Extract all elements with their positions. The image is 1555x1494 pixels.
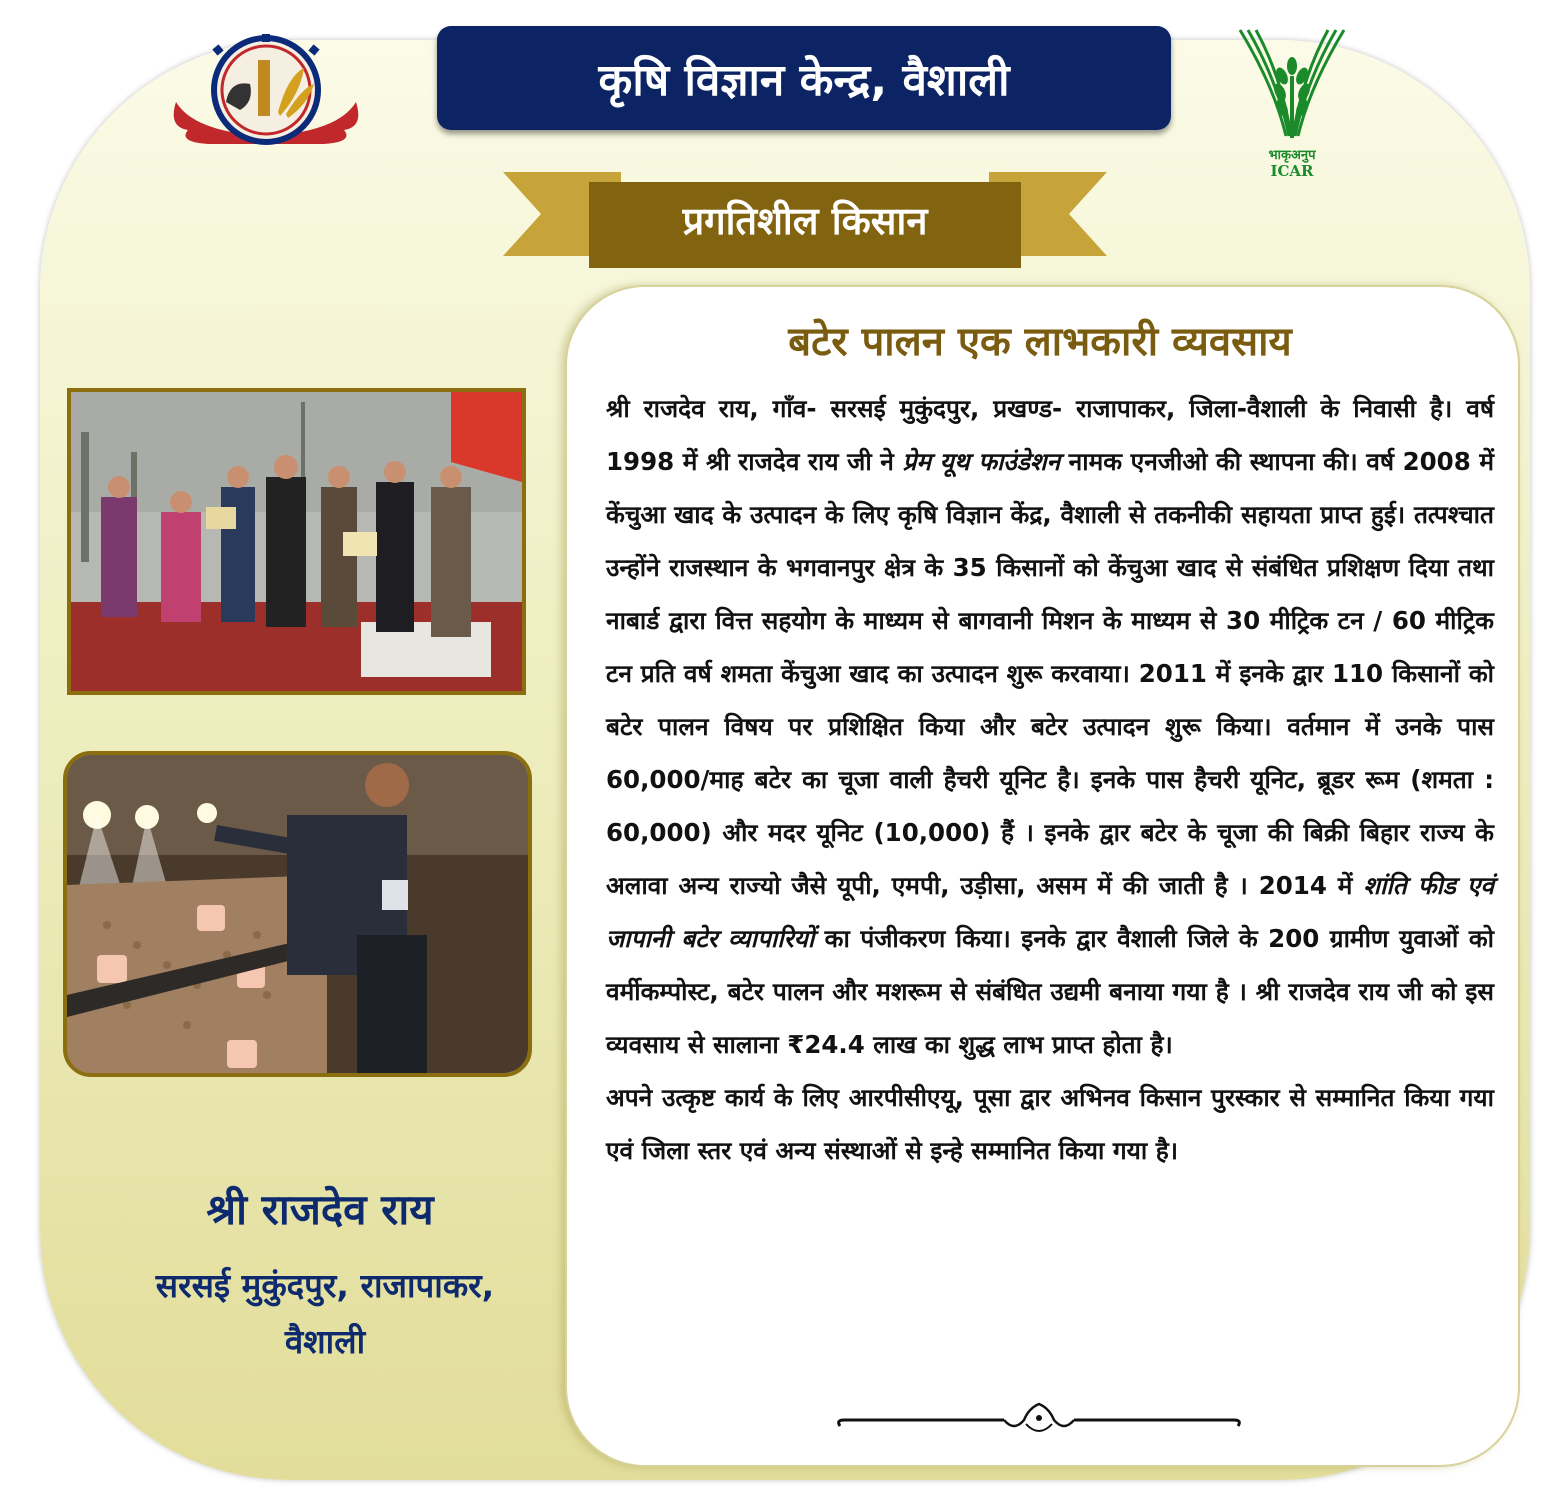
p1-part-a: श्री राजदेव राय, गाँव- सरसई मुकुंदपुर, प्रखण्ड- राजापाकर, जिला-वैशाली के निवासी है। वर्ष 1998 में श्री राजदेव राय जी ने bbox=[606, 394, 1494, 476]
article-paragraph-2: अपने उत्कृष्ट कार्य के लिए आरपीसीएयू, पूसा द्वार अभिनव किसान पुरस्कार से सम्मानित किया गया एवं जिला स्तर एवं अन्य संस्थाओं से इन्हे सम्मानित किया गया है। bbox=[606, 1083, 1494, 1165]
title-banner bbox=[437, 26, 1171, 130]
article-body bbox=[606, 382, 1494, 1177]
icar-hindi-caption: भाकृअनुप bbox=[1268, 148, 1316, 163]
quail-farm-photo-icon bbox=[63, 751, 532, 1077]
article-heading: बटेर पालन एक लाभकारी व्यवसाय bbox=[788, 319, 1292, 365]
ribbon-label: प्रगतिशील किसान bbox=[682, 199, 928, 243]
p1-emphasis-1: प्रेम यूथ फाउंडेशन bbox=[902, 447, 1061, 476]
ribbon-banner bbox=[503, 172, 1107, 268]
p1-part-c: का पंजीकरण किया। इनके द्वार वैशाली जिले के 200 ग्रामीण युवाओं को वर्मीकम्पोस्ट, बटेर पालन और मशरूम से संबंधित उद्यमी बनाया गया है । श्री राजदेव राय जी को इस व्यवसाय से सालाना ₹24.4 लाख का शुद्ध लाभ प्राप्त होता है। bbox=[606, 924, 1494, 1059]
p1-emphasis-2: शांति फीड एवं जापानी बटेर व्यापारियों bbox=[606, 871, 1494, 953]
p1-part-b: नामक एनजीओ की स्थापना की। वर्ष 2008 में केंचुआ खाद के उत्पादन के लिए कृषि विज्ञान केंद्र, वैशाली से तकनीकी सहायता प्राप्त हुई। तत्पश्चात उन्होंने राजस्थान के भगवानपुर क्षेत्र के 35 किसानों को केंचुआ खाद से संबंधित प्रशिक्षण दिया तथा नाबार्ड द्वारा वित्त सहयोग के माध्यम से बागवानी मिशन के माध्यम से 30 मीट्रिक टन / 60 मीट्रिक टन प्रति वर्ष शमता केंचुआ खाद का उत्पादन शुरू करवाया। 2011 में इनके द्वार 110 किसानों को बटेर पालन विषय पर प्रशिक्षित किया और बटेर उत्पादन शुरू किया। वर्तमान में उनके पास 60,000/माह बटेर का चूजा वाली हैचरी यूनिट है। इनके पास हैचरी यूनिट, ब्रूडर रूम (शमता : 60,000) और मदर यूनिट (10,000) हैं । इनके द्वार बटेर के चूजा की बिक्री बिहार राज्य के अलावा अन्य राज्यो जैसे यूपी, एमपी, उड़ीसा, असम में की जाती है । 2014 में bbox=[606, 447, 1494, 900]
icar-logo-icon bbox=[1234, 26, 1350, 180]
ornament-divider-icon bbox=[834, 1402, 1244, 1442]
university-emblem-icon bbox=[168, 32, 364, 152]
farmer-name: श्री राजदेव राय bbox=[206, 1185, 434, 1234]
farmer-place-line2: वैशाली bbox=[284, 1322, 366, 1361]
page-title: कृषि विज्ञान केन्द्र, वैशाली bbox=[598, 55, 1010, 106]
award-ceremony-photo-icon bbox=[67, 388, 526, 695]
article-paragraph-1 bbox=[606, 382, 1494, 1071]
icar-english-caption: ICAR bbox=[1270, 162, 1314, 180]
farmer-place bbox=[70, 1258, 580, 1370]
farmer-place-line1: सरसई मुकुंदपुर, राजापाकर, bbox=[155, 1266, 495, 1305]
